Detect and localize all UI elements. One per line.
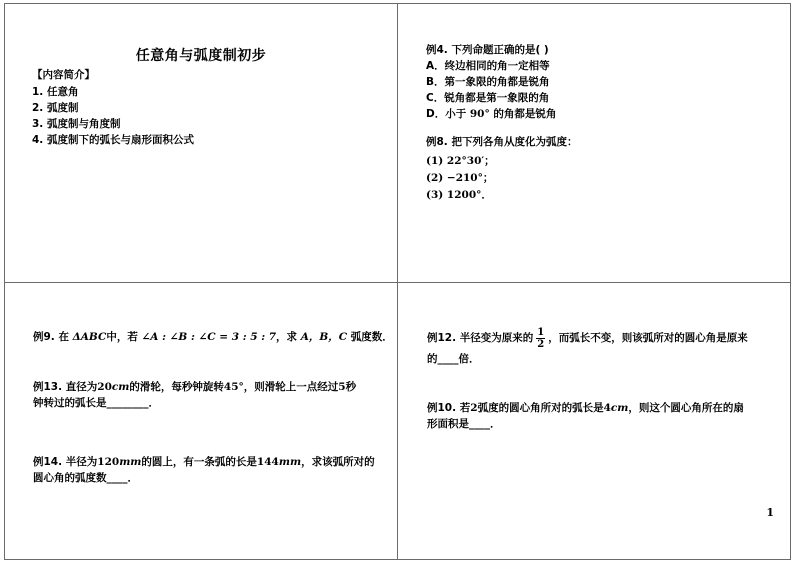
panel-bottom-right: [397, 282, 791, 560]
ex14-line-1: 例14. 半径为120mm的圆上，有一条弧的长是144mm，求该弧所对的: [33, 456, 375, 468]
content-item-2: 2. 弧度制: [32, 102, 79, 114]
ex10-line-2: 形面积是____．: [427, 418, 501, 430]
ex12-line-2: 的____倍．: [427, 353, 480, 365]
page-number: 1: [766, 506, 774, 519]
ex14-line-2: 圆心角的弧度数____．: [33, 472, 138, 484]
ex8-item-3: (3) 1200°．: [426, 189, 492, 201]
ex9-line: 例9. 在 ΔABC中，若 ∠A : ∠B : ∠C = 3 : 5 : 7，求 A，B，C 弧度数．: [33, 331, 393, 343]
lesson-title: 任意角与弧度制初步: [135, 48, 267, 64]
ex13-line-1: 例13. 直径为20cm的滑轮，每秒钟旋转45°，则滑轮上一点经过5秒: [33, 381, 357, 393]
ex4-option-b: B．第一象限的角都是锐角: [426, 76, 550, 88]
ex8-stem: 例8. 把下列各角从度化为弧度：: [426, 136, 578, 148]
panel-top-right: [397, 3, 791, 283]
ex4-stem: 例4. 下列命题正确的是( ): [426, 44, 549, 56]
ex4-option-d: D．小于 90° 的角都是锐角: [426, 108, 557, 120]
ex4-option-c: C．锐角都是第一象限的角: [426, 92, 550, 104]
ex8-item-1: (1) 22°30′；: [426, 155, 495, 167]
panel-top-left: [4, 3, 398, 283]
content-item-1: 1. 任意角: [32, 86, 79, 98]
ex13-line-2: 钟转过的弧长是________．: [33, 397, 159, 409]
content-item-3: 3. 弧度制与角度制: [32, 118, 121, 130]
fraction-one-half: $\frac{1}{2}$: [537, 326, 545, 350]
intro-header: 【内容简介】: [32, 69, 95, 81]
panel-bottom-left: [4, 282, 398, 560]
ex10-line-1: 例10. 若2弧度的圆心角所对的弧长是4cm，则这个圆心角所在的扇: [427, 402, 744, 414]
ex4-option-a: A．终边相同的角一定相等: [426, 60, 550, 72]
content-item-4: 4. 弧度制下的弧长与扇形面积公式: [32, 134, 194, 146]
ex8-item-2: (2) −210°；: [426, 172, 494, 184]
ex12-line-1: 例12. 半径变为原来的 $\frac{1}{2}$ ，而弧长不变，则该弧所对的圆心角是原来: [427, 326, 748, 350]
